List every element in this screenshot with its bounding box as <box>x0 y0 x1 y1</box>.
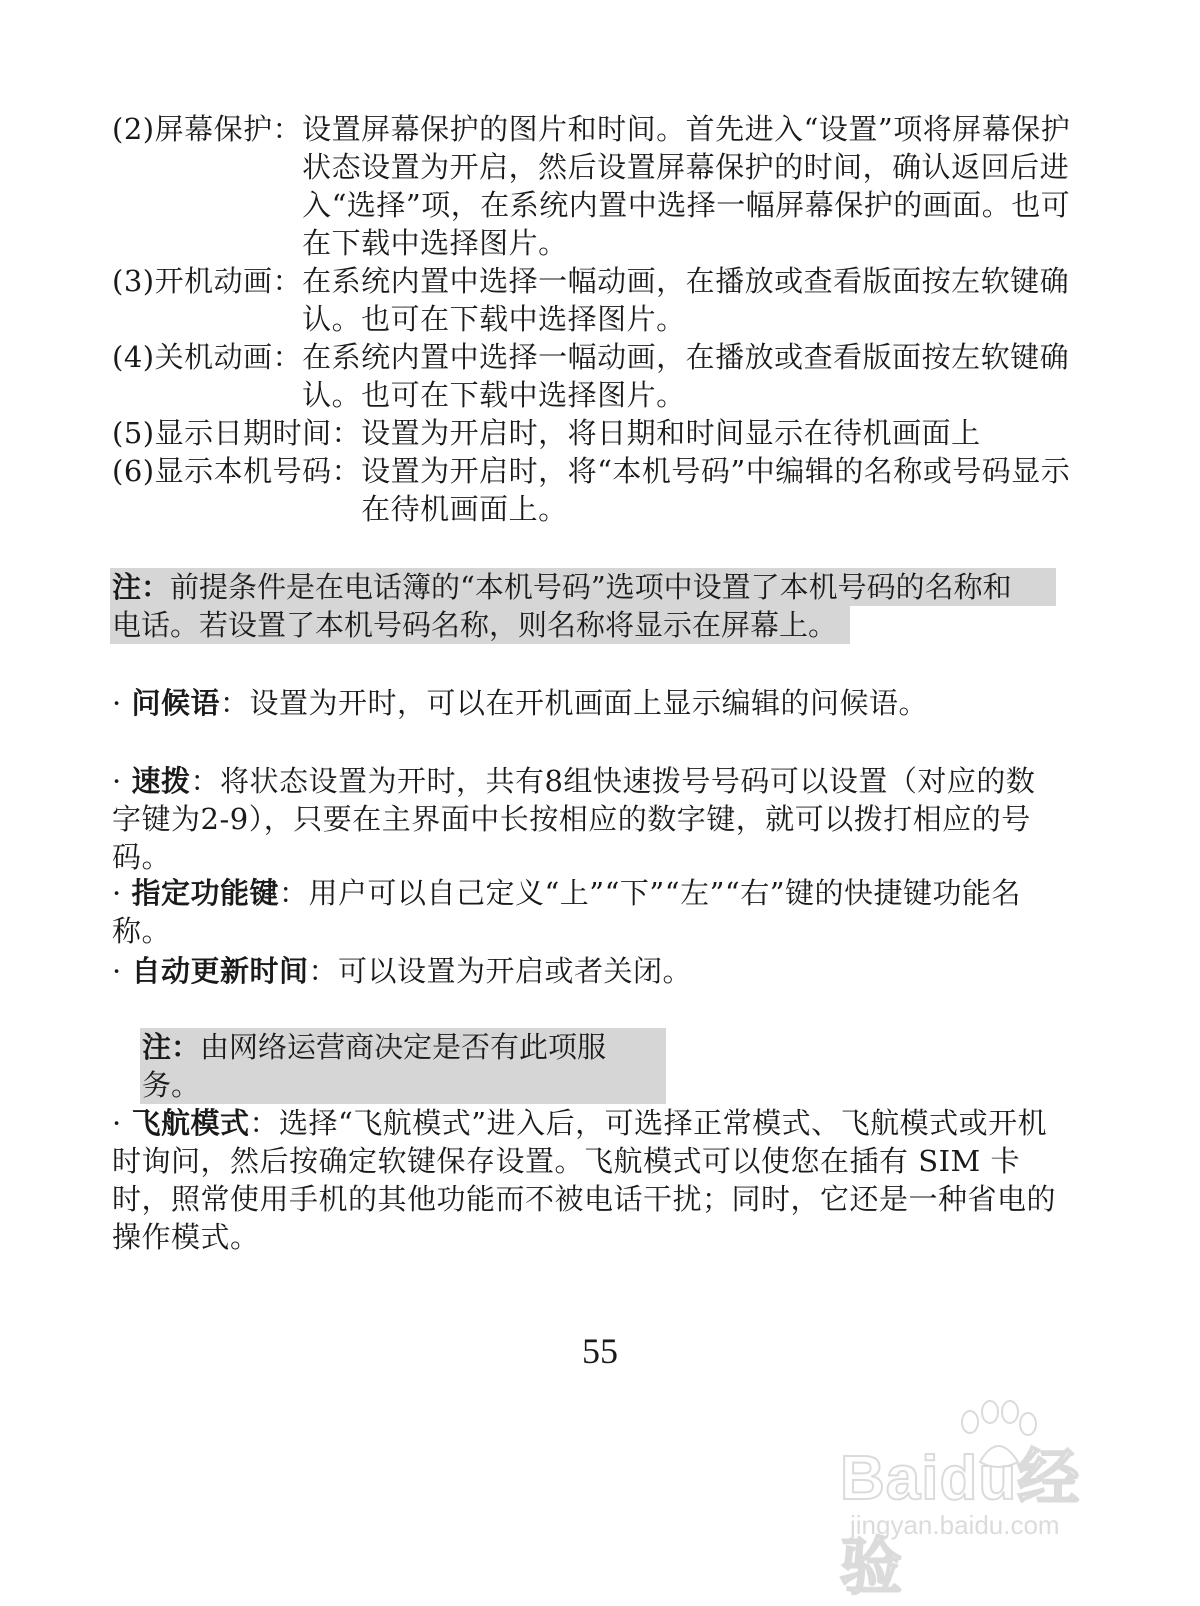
note-text: 电话。若设置了本机号码名称，则名称将显示在屏幕上。 <box>112 608 838 642</box>
bullet-text: ：将状态设置为开时，共有8组快速拨号号码可以设置（对应的数字键为2-9），只要在主界面中长按相应的数字键，就可以拨打相应的号码。 <box>112 764 1036 874</box>
item-term: (3)开机动画： <box>112 264 303 298</box>
watermark-logo-text: Baidu经验 <box>840 1444 1081 1602</box>
item-body: 设置屏幕保护的图片和时间。首先进入“设置”项将屏幕保护状态设置为开启，然后设置屏幕保护的时间，确认返回后进入“选择”项，在系统内置中选择一幅屏幕保护的画面。也可在下载中选择图片。 <box>302 112 1071 260</box>
item-term: (2)屏幕保护： <box>112 112 303 146</box>
item-body: 设置为开启时，将日期和时间显示在待机画面上 <box>361 416 981 450</box>
note-text: 前提条件是在电话簿的“本机号码”选项中设置了本机号码的名称和 <box>170 570 1012 604</box>
bullet-dot: · <box>112 954 122 988</box>
item-term: (4)关机动画： <box>112 340 303 374</box>
note-prerequisite-line1 <box>110 568 1056 606</box>
bullet-label: 速拨 <box>131 764 191 798</box>
page-number: 55 <box>582 1331 618 1371</box>
bullet-dot: · <box>112 1106 122 1140</box>
bullet-dot: · <box>112 876 122 910</box>
bullet-dot: · <box>112 764 122 798</box>
bullet-label: 自动更新时间 <box>131 954 309 988</box>
note-prerequisite-line2 <box>110 606 850 644</box>
bullet-airplane-mode <box>112 1104 1062 1256</box>
note-operator-service <box>140 1028 666 1104</box>
item-show-number <box>112 452 1072 528</box>
bullet-function-keys <box>112 874 1062 950</box>
item-term: (6)显示本机号码： <box>112 454 362 488</box>
bullet-text: ：用户可以自己定义“上”“下”“左”“右”键的快捷键功能名称。 <box>112 876 1022 948</box>
item-shutdown-animation <box>112 338 1072 414</box>
bullet-dot: · <box>112 686 122 720</box>
bullet-label: 飞航模式 <box>131 1106 250 1140</box>
bullet-auto-time <box>112 952 1062 990</box>
item-boot-animation <box>112 262 1072 338</box>
item-show-datetime <box>112 414 1072 452</box>
bullet-greeting <box>112 684 1062 722</box>
bullet-text: ：设置为开时，可以在开机画面上显示编辑的问候语。 <box>219 686 928 720</box>
item-body: 在系统内置中选择一幅动画，在播放或查看版面按左软键确认。也可在下载中选择图片。 <box>302 264 1070 336</box>
bullet-label: 指定功能键 <box>131 876 279 910</box>
item-screensaver <box>112 110 1072 262</box>
note-label: 注： <box>112 570 171 604</box>
watermark-url: jingyan.baidu.com <box>850 1510 1060 1540</box>
item-body: 设置为开启时，将“本机号码”中编辑的名称或号码显示在待机画面上。 <box>361 454 1071 526</box>
bullet-label: 问候语 <box>131 686 220 720</box>
note-text: 由网络运营商决定是否有此项服务。 <box>142 1030 607 1102</box>
note-label: 注： <box>142 1030 201 1064</box>
baidu-watermark <box>830 1400 1120 1602</box>
bullet-text: ：可以设置为开启或者关闭。 <box>308 954 692 988</box>
bullet-text: ：选择“飞航模式”进入后，可选择正常模式、飞航模式或开机时询问，然后按确定软键保存设置。飞航模式可以使您在插有 SIM 卡时，照常使用手机的其他功能而不被电话干扰；同时，它还是一种省电的操作模式。 <box>112 1106 1057 1254</box>
item-body: 在系统内置中选择一幅动画，在播放或查看版面按左软键确认。也可在下载中选择图片。 <box>302 340 1070 412</box>
item-term: (5)显示日期时间： <box>112 416 362 450</box>
bullet-speed-dial <box>112 762 1062 876</box>
